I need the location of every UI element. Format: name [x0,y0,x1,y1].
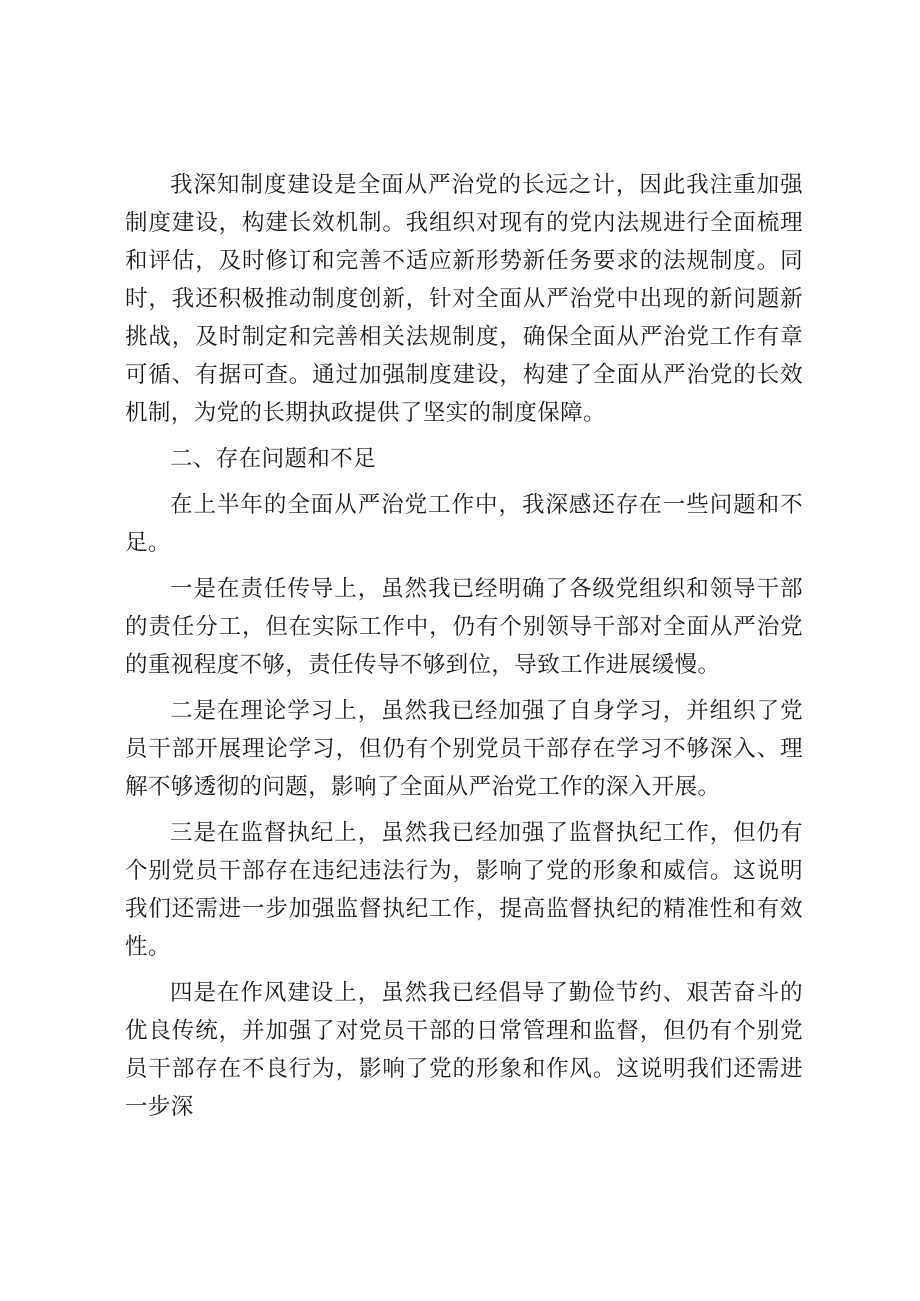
paragraph-supervision-discipline: 三是在监督执纪上，虽然我已经加强了监督执纪工作，但仍有个别党员干部存在违纪违法行为，影响了党的形象和威信。这说明我们还需进一步加强监督执纪工作，提高监督执纪的精准性和有效性。 [125,820,803,960]
paragraph-work-style: 四是在作风建设上，虽然我已经倡导了勤俭节约、艰苦奋斗的优良传统，并加强了对党员干部的日常管理和监督，但仍有个别党员干部存在不良行为，影响了党的形象和作风。这说明我们还需进一步深 [125,980,803,1120]
section-heading-problems: 二、存在问题和不足 [170,446,377,472]
paragraph-responsibility: 一是在责任传导上，虽然我已经明确了各级党组织和领导干部的责任分工，但在实际工作中，仍有个别领导干部对全面从严治党的重视程度不够，责任传导不够到位，导致工作进展缓慢。 [125,576,803,678]
paragraph-theory-study: 二是在理论学习上，虽然我已经加强了自身学习，并组织了党员干部开展理论学习，但仍有个别党员干部存在学习不够深入、理解不够透彻的问题，影响了全面从严治党工作的深入开展。 [125,698,803,800]
paragraph-problems-intro: 在上半年的全面从严治党工作中，我深感还存在一些问题和不足。 [125,492,803,556]
document-body [125,166,803,1134]
paragraph-institution-building: 我深知制度建设是全面从严治党的长远之计，因此我注重加强制度建设，构建长效机制。我组织对现有的党内法规进行全面梳理和评估，及时修订和完善不适应新形势新任务要求的法规制度。同时，我还积极推动制度创新，针对全面从严治党中出现的新问题新挑战，及时制定和完善相关法规制度，确保全面从严治党工作有章可循、有据可查。通过加强制度建设，构建了全面从严治党的长效机制，为党的长期执政提供了坚实的制度保障。 [125,172,803,426]
